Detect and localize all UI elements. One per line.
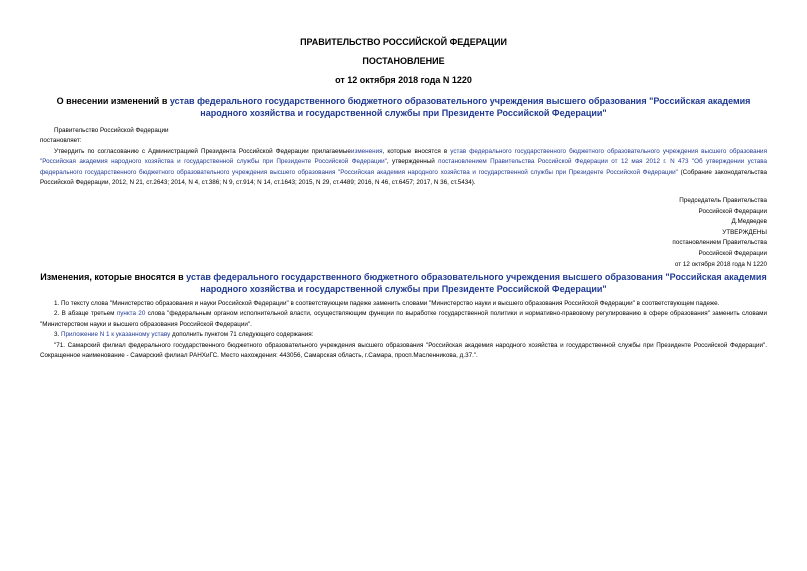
change-item-71: "71. Самарский филиал федерального государственного бюджетного образовательного учреждения высшего образования "Российская академия народного хозяйства и государственной службы при Президенте Российской Федерации". Сокращенное наименование - Самарский филиал РАНХиГС. Место нахождения: 443056, Самарская область, г.Самара, просп.Масленникова, д.37.".	[40, 341, 767, 360]
approval-date: от 12 октября 2018 года N 1220	[674, 260, 767, 268]
document-date: от 12 октября 2018 года N 1220	[335, 75, 472, 85]
signature-country: Российской Федерации	[698, 207, 767, 215]
changes-title-prefix: Изменения, которые вносятся в	[40, 272, 187, 282]
change-2-text-a: 2. В абзаце третьем	[54, 310, 117, 318]
change-item-2	[40, 309, 767, 330]
p1-text-d: (Собрание законодательства Российской Федерации, 2012, N 21, ст.2643; 2014, N 4, ст.386; N 9, ст.914; N 14, ст.1643; 2015, N 29, ст.4489; 2016, N 46, ст.6457; 2017, N 36, ст.5434).	[40, 168, 767, 187]
change-item-1: 1. По тексту слова "Министерство образования и науки Российской Федерации" в соответствующем падеже заменить словами "Министерство науки и высшего образования Российской Федерации" в соответствующем падеже.	[54, 300, 720, 307]
document-type: ПОСТАНОВЛЕНИЕ	[362, 56, 445, 66]
approval-country: Российской Федерации	[698, 249, 767, 257]
resolves-line: постановляет:	[40, 137, 82, 145]
title-prefix: О внесении изменений в	[56, 96, 170, 106]
charter-link-body[interactable]: устав федерального государственного бюджетного образовательного учреждения высшего образования "Российская академия народного хозяйства и государственной службы при Президенте Российской Федерации"	[40, 147, 767, 166]
change-item-3	[40, 330, 767, 340]
p1-text-a: Утвердить по согласованию с Администрацией Президента Российской Федерации прилагаемые	[54, 147, 351, 155]
charter-link-changes[interactable]: устав федерального государственного бюджетного образовательного учреждения высшего образования "Российская академия народного хозяйства и государственной службы при Президенте Российской Федерации"	[186, 272, 767, 294]
p1-text-b: , которые вносятся в	[382, 147, 451, 155]
changes-link[interactable]: изменения	[350, 147, 383, 155]
resolution-paragraph	[40, 147, 767, 189]
change-2-text-b: слова "федеральным органом исполнительной власти, осуществляющим функции по выработке государственной политики и нормативно-правовому регулированию в сфере образования" заменить словами "Министерством науки и высшего образования Российской Федерации".	[40, 310, 767, 328]
item-20-link[interactable]: пункта 20	[116, 310, 146, 318]
approval-heading: УТВЕРЖДЕНЫ	[722, 228, 767, 236]
signature-block	[672, 196, 767, 270]
decree-link[interactable]: постановлением Правительства Российской Федерации от 12 мая 2012 г. N 473 "Об утверждении устава федерального государственного бюджетного образовательного учреждения высшего образования "Российская академия народного хозяйства и государственной службы при Президенте Российской Федерации"	[40, 158, 767, 176]
charter-link-title[interactable]: устав федерального государственного бюджетного образовательного учреждения высшего образования "Российская академия народного хозяйства и государственной службы при Президенте Российской Федерации"	[169, 96, 751, 118]
p1-text-c: , утвержденный	[386, 158, 439, 166]
document-title	[40, 95, 767, 119]
signature-title: Председатель Правительства	[679, 197, 767, 204]
issuer-line: Правительство Российской Федерации	[54, 127, 169, 134]
change-3-text-b: дополнить пунктом 71 следующего содержания:	[170, 331, 314, 339]
approval-by: постановлением Правительства	[672, 239, 767, 247]
resolution-body	[40, 126, 767, 188]
signature-name: Д.Медведев	[731, 218, 767, 226]
changes-list	[40, 299, 767, 361]
government-heading: ПРАВИТЕЛЬСТВО РОССИЙСКОЙ ФЕДЕРАЦИИ	[300, 37, 507, 47]
changes-title	[40, 271, 767, 295]
appendix-link[interactable]: Приложение N 1 к указанному уставу	[61, 331, 171, 339]
change-3-text-a: 3.	[54, 331, 62, 339]
